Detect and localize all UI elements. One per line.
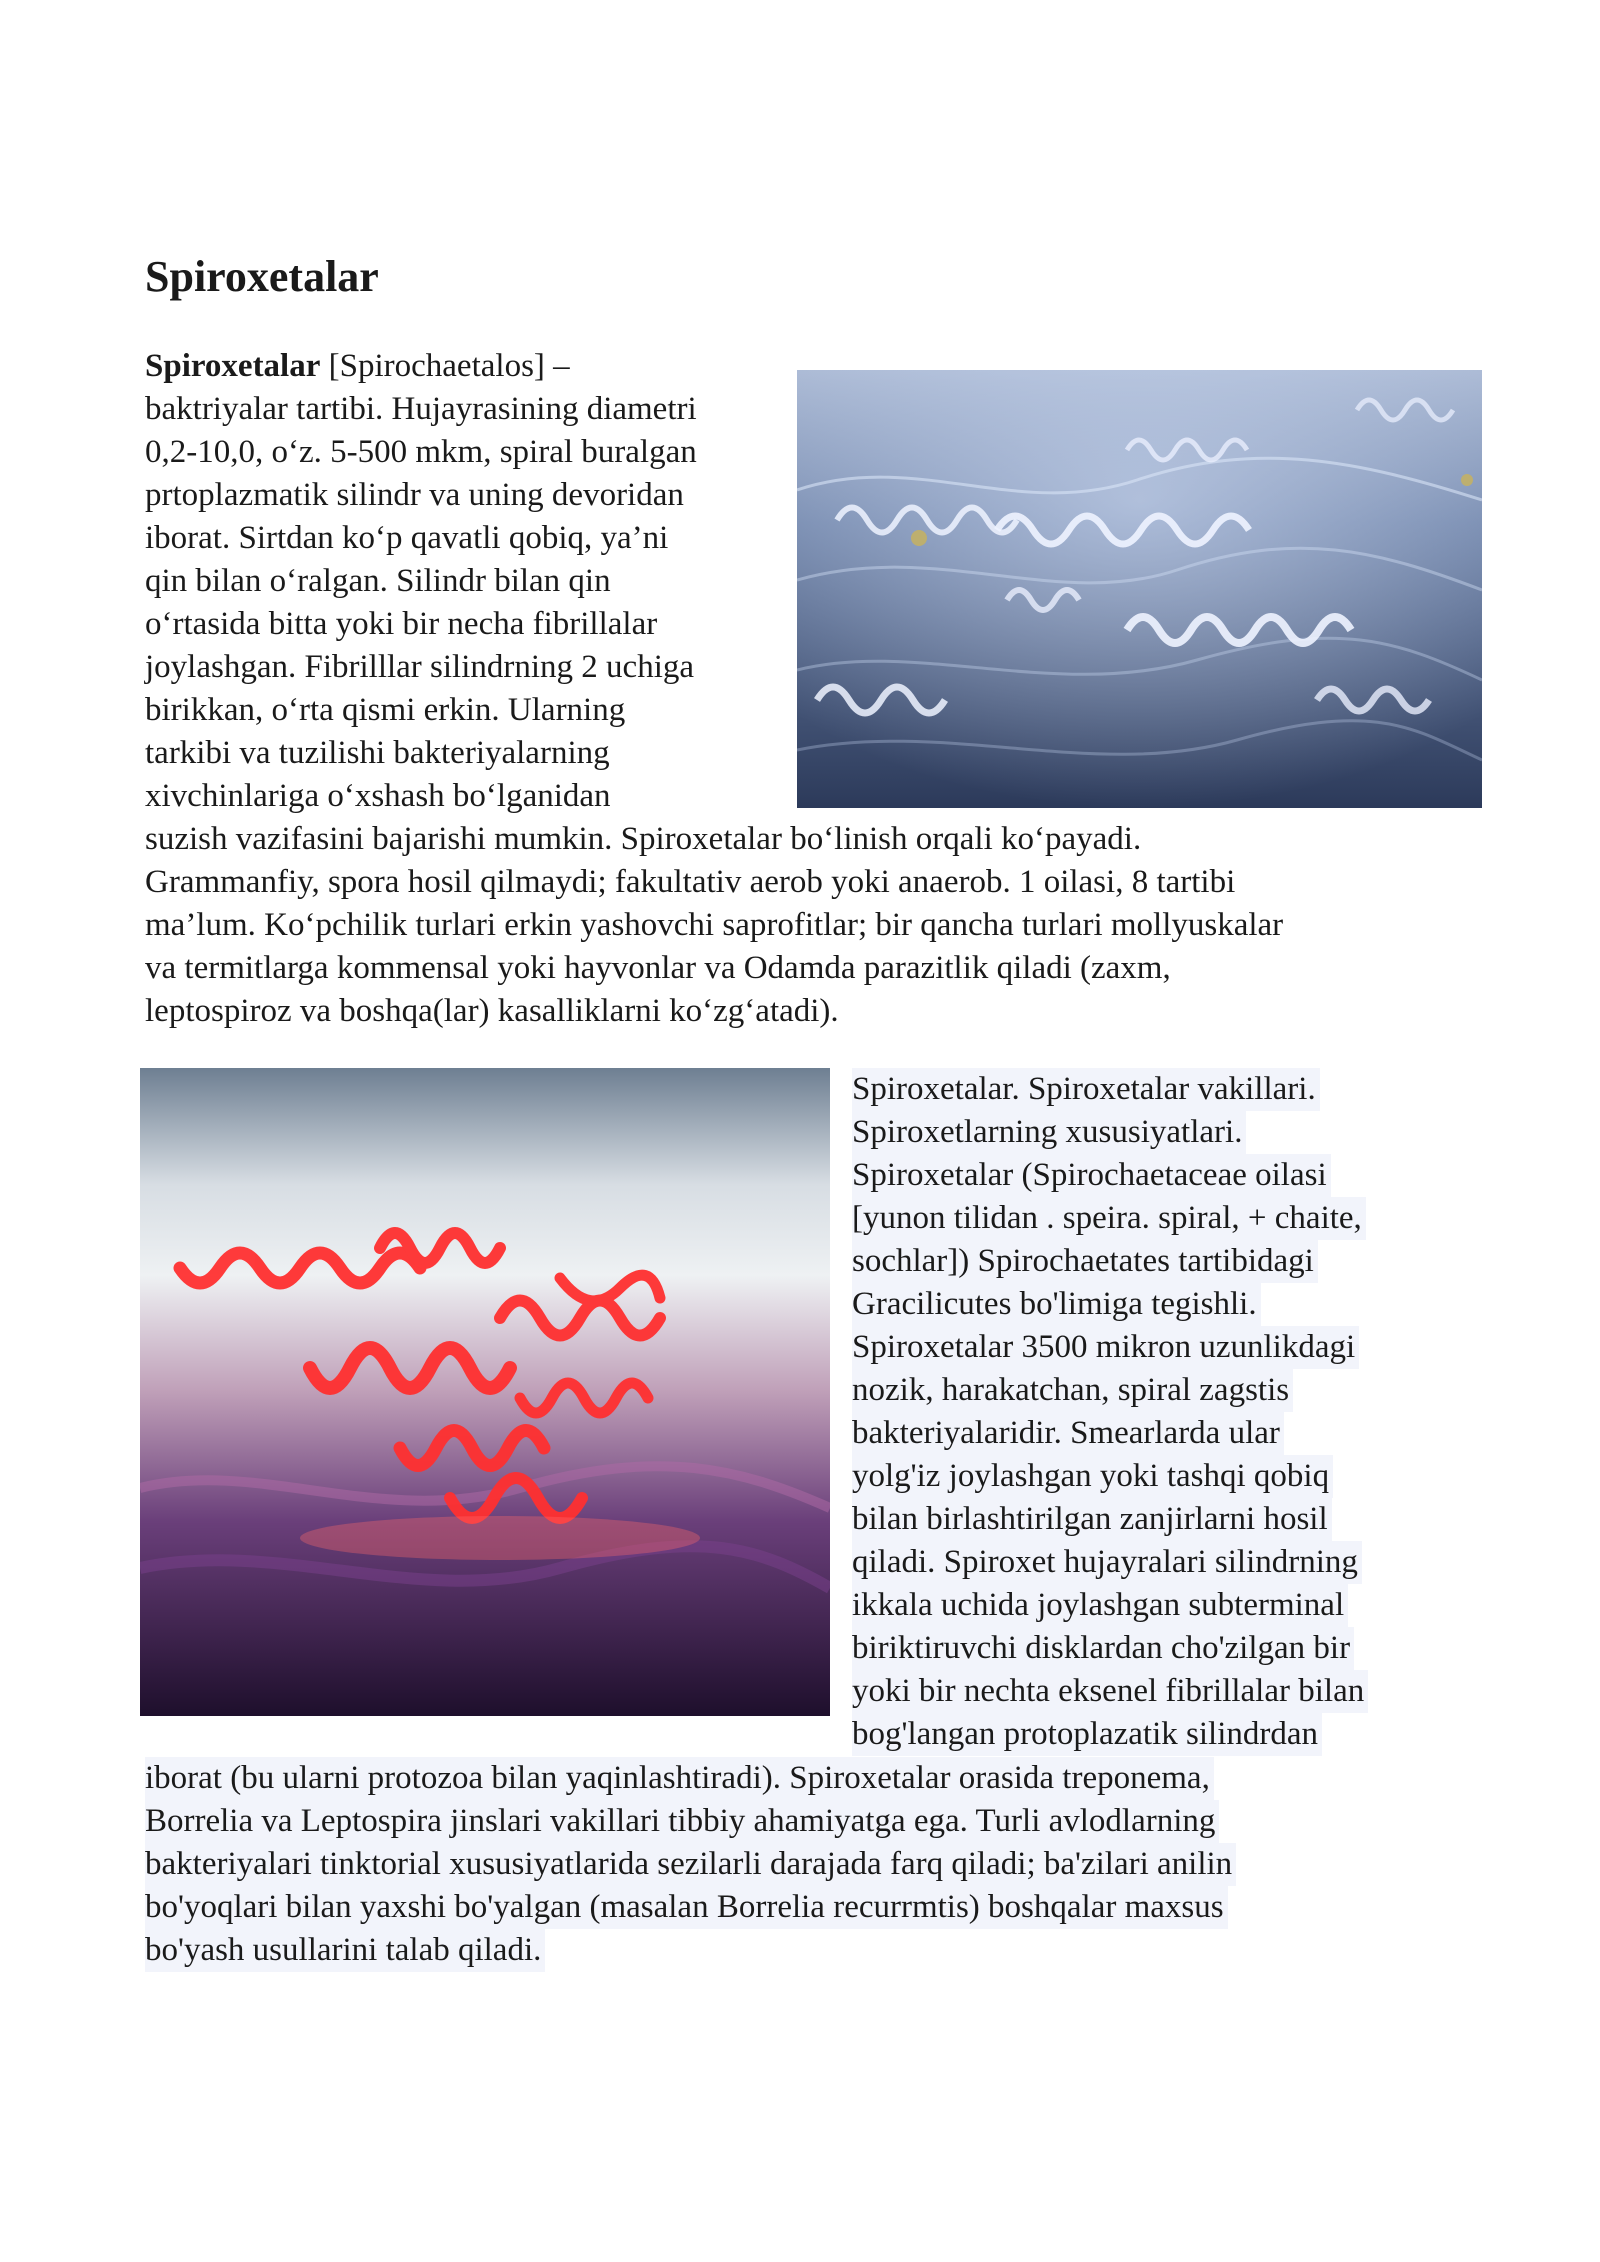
paragraph-2-line: sochlar]) Spirochaetates tartibidagi — [852, 1240, 1318, 1283]
paragraph-2-line: bakteriyalari tinktorial xususiyatlarida sezilarli darajada farq qiladi; ba'zilari anilin — [145, 1843, 1236, 1886]
paragraph-2-line: biriktiruvchi disklardan cho'zilgan bir — [852, 1627, 1354, 1670]
spirochete-red-illustration-icon — [140, 1068, 830, 1716]
paragraph-2-line: nozik, harakatchan, spiral zagstis — [852, 1369, 1293, 1412]
paragraph-2-line: Borrelia va Leptospira jinslari vakillari tibbiy ahamiyatga ega. Turli avlodlarning — [145, 1800, 1219, 1843]
paragraph-2-continued — [145, 1757, 1236, 1972]
paragraph-1-line: Grammanfiy, spora hosil qilmaydi; fakultativ aerob yoki anaerob. 1 oilasi, 8 tartibi — [145, 864, 1236, 900]
paragraph-1-line: baktriyalar tartibi. Hujayrasining diametri — [145, 391, 697, 427]
paragraph-2-line: yolg'iz joylashgan yoki tashqi qobiq — [852, 1455, 1333, 1498]
paragraph-1-line: tarkibi va tuzilishi bakteriyalarning — [145, 735, 610, 771]
paragraph-1-line: joylashgan. Fibrilllar silindrning 2 uchiga — [145, 649, 695, 685]
paragraph-2-line: yoki bir nechta eksenel fibrillalar bilan — [852, 1670, 1368, 1713]
spirochete-blue-illustration-icon — [797, 370, 1482, 808]
paragraph-1-line: ma’lum. Ko‘pchilik turlari erkin yashovchi saprofitlar; bir qancha turlari mollyuskalar — [145, 907, 1284, 943]
paragraph-2-line: Spiroxetalar. Spiroxetalar vakillari. — [852, 1068, 1320, 1111]
paragraph-2-line: Spiroxetalar 3500 mikron uzunlikdagi — [852, 1326, 1359, 1369]
paragraph-1-line: leptospiroz va boshqa(lar) kasalliklarni ko‘zg‘atadi). — [145, 993, 839, 1029]
paragraph-2-line: Gracilicutes bo'limiga tegishli. — [852, 1283, 1261, 1326]
paragraph-1-line: birikkan, o‘rta qismi erkin. Ularning — [145, 692, 626, 728]
paragraph-1-line: iborat. Sirtdan ko‘p qavatli qobiq, ya’ni — [145, 520, 669, 556]
paragraph-2-line: bog'langan protoplazatik silindrdan — [852, 1713, 1322, 1756]
paragraph-2-line: iborat (bu ularni protozoa bilan yaqinlashtiradi). Spiroxetalar orasida treponema, — [145, 1757, 1214, 1800]
paragraph-1-line: va termitlarga kommensal yoki hayvonlar va Odamda parazitlik qiladi (zaxm, — [145, 950, 1171, 986]
paragraph-2-line: bakteriyalaridir. Smearlarda ular — [852, 1412, 1284, 1455]
page-title: Spiroxetalar — [145, 252, 379, 301]
paragraph-1-line: xivchinlariga o‘xshash bo‘lganidan — [145, 778, 611, 814]
paragraph-2-line: bo'yoqlari bilan yaxshi bo'yalgan (masalan Borrelia recurrmtis) boshqalar maxsus — [145, 1886, 1228, 1929]
paragraph-2-line: ikkala uchida joylashgan subterminal — [852, 1584, 1348, 1627]
paragraph-2-line: Spiroxetlarning xususiyatlari. — [852, 1111, 1246, 1154]
lead-term: Spiroxetalar — [145, 348, 321, 384]
paragraph-1-line: suzish vazifasini bajarishi mumkin. Spiroxetalar bo‘linish orqali ko‘payadi. — [145, 821, 1142, 857]
paragraph-2-line: bo'yash usullarini talab qiladi. — [145, 1929, 545, 1972]
paragraph-2 — [852, 1068, 1368, 1756]
paragraph-2-line: Spiroxetalar (Spirochaetaceae oilasi — [852, 1154, 1331, 1197]
paragraph-2-line: bilan birlashtirilgan zanjirlarni hosil — [852, 1498, 1332, 1541]
lead-rest: [Spirochaetalos] – — [320, 348, 570, 384]
paragraph-1-line: prtoplazmatik silindr va uning devoridan — [145, 477, 684, 513]
paragraph-1-line: o‘rtasida bitta yoki bir necha fibrillalar — [145, 606, 658, 642]
paragraph-2-line: qiladi. Spiroxet hujayralari silindrning — [852, 1541, 1362, 1584]
paragraph-1-line: 0,2-10,0, o‘z. 5-500 mkm, spiral buralgan — [145, 434, 697, 470]
paragraph-2-line: [yunon tilidan . speira. spiral, + chaite, — [852, 1197, 1366, 1240]
paragraph-1-line: qin bilan o‘ralgan. Silindr bilan qin — [145, 563, 611, 599]
